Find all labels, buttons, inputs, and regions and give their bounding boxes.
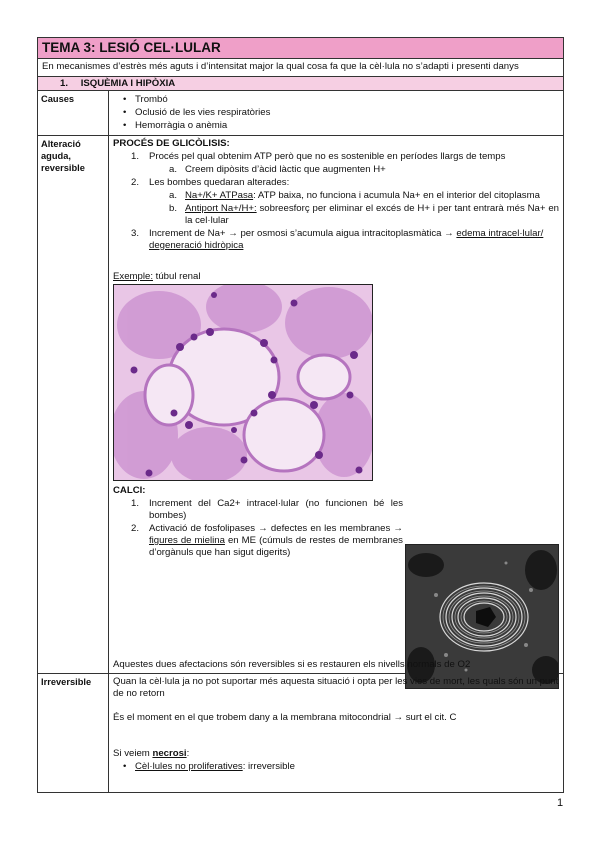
list-item: [113, 177, 559, 189]
necrosi-suffix: :: [186, 748, 190, 759]
intro-text: En mecanismes d’estrès més aguts i d’intensitat major la qual cosa fa que la cèl·lula no s’adapti i presenti danys: [38, 59, 563, 77]
example-line: [113, 271, 559, 283]
item-text: : ATP baixa, no funciona i acumula Na+ en el interior del citoplasma: [253, 190, 540, 201]
list-item: [113, 190, 559, 202]
item-letter: b.: [169, 203, 178, 214]
term-necrosi: necrosi: [152, 748, 187, 759]
glicolisis-heading: PROCÉS DE GLICÒLISIS:: [113, 138, 230, 149]
item-text: Creem dipòsits d’àcid làctic que augmenten H+: [185, 164, 386, 175]
irreversible-paragraph: És el moment en el que trobem dany a la membrana mitocondrial → surt el cit. C: [113, 712, 457, 723]
term-mielina: figures de mielina: [149, 535, 225, 546]
page-title: TEMA 3: LESIÓ CEL·LULAR: [38, 38, 563, 59]
section-number: 1.: [60, 78, 69, 89]
item-letter: a.: [169, 164, 178, 175]
item-letter: a.: [169, 190, 178, 201]
row-reversible: [38, 136, 563, 674]
irreversible-paragraph: Quan la cèl·lula ja no pot suportar més aquesta situació i opta per les vies de mort, les quals són un punt de no retorn: [113, 676, 559, 699]
calci-heading: CALCI:: [113, 485, 146, 496]
irreversible-content: [109, 674, 563, 792]
list-item: [113, 203, 559, 227]
item-text: Les bombes quedaran alterades:: [149, 177, 290, 188]
example-label: Exemple:: [113, 271, 153, 282]
item-text: sobreesforç per eliminar el excés de H+ i per tant entrarà més Na+ en la cel·lular: [185, 203, 559, 226]
page-number: 1: [557, 797, 564, 809]
item-text: Increment del Ca2+ intracel·lular (no funcionen bé les bombes): [149, 498, 403, 521]
item-text: Increment de Na+ → per osmosi s’acumula aigua intracitoplasmàtica →: [149, 228, 457, 239]
section-label: ISQUÈMIA I HIPÒXIA: [80, 78, 176, 89]
term-atpasa: Na+/K+ ATPasa: [185, 190, 254, 201]
item-text: : irreversible: [242, 761, 295, 772]
term-antiport: Antiport Na+/H+:: [185, 203, 257, 214]
row-label-irreversible: Irreversible: [38, 674, 109, 792]
list-item: [113, 761, 559, 773]
term-non-proliferative: Cèl·lules no proliferatives: [135, 761, 243, 772]
item-number: 1.: [131, 151, 140, 162]
item-text: en ME (cúmuls de restes de membranes d’orgànuls que han sigut digerits): [149, 535, 403, 558]
list-item: [113, 498, 403, 522]
item-text: Procés pel qual obtenim ATP però que no es sostenible en períodes llargs de temps: [149, 151, 506, 162]
list-item: [113, 523, 403, 559]
item-number: 3.: [131, 228, 140, 239]
row-label-causes: Causes: [38, 91, 109, 135]
causes-content: [109, 91, 563, 135]
necrosi-prefix: Si veiem: [113, 748, 153, 759]
renal-tubule-histology-image: [113, 284, 373, 481]
item-number: 1.: [131, 498, 140, 509]
example-text: túbul renal: [153, 271, 201, 282]
reversible-conclusion: Aquestes dues afectacions són reversibles si es restauren els nivells normals de O2: [113, 659, 471, 670]
item-text: Activació de fosfolipases → defectes en les membranes →: [149, 523, 403, 534]
row-causes: [38, 91, 563, 136]
term-edema: edema intracel·lular/ degeneració hidròpica: [149, 228, 544, 251]
row-label-reversible: Alteració aguda, reversible: [38, 136, 109, 673]
item-number: 2.: [131, 523, 140, 534]
row-irreversible: [38, 674, 563, 792]
section-header: [38, 77, 563, 91]
list-item: • Trombó: [113, 94, 559, 106]
list-item: [113, 228, 559, 252]
reversible-content: [109, 136, 563, 673]
item-number: 2.: [131, 177, 140, 188]
list-item: • Oclusió de les vies respiratòries: [113, 107, 559, 119]
calci-block: [113, 485, 403, 559]
list-item: • Hemorràgia o anèmia: [113, 120, 559, 132]
list-item: [113, 151, 559, 163]
necrosi-line: [113, 748, 559, 760]
notes-table: [37, 37, 564, 793]
list-item: [113, 164, 559, 176]
